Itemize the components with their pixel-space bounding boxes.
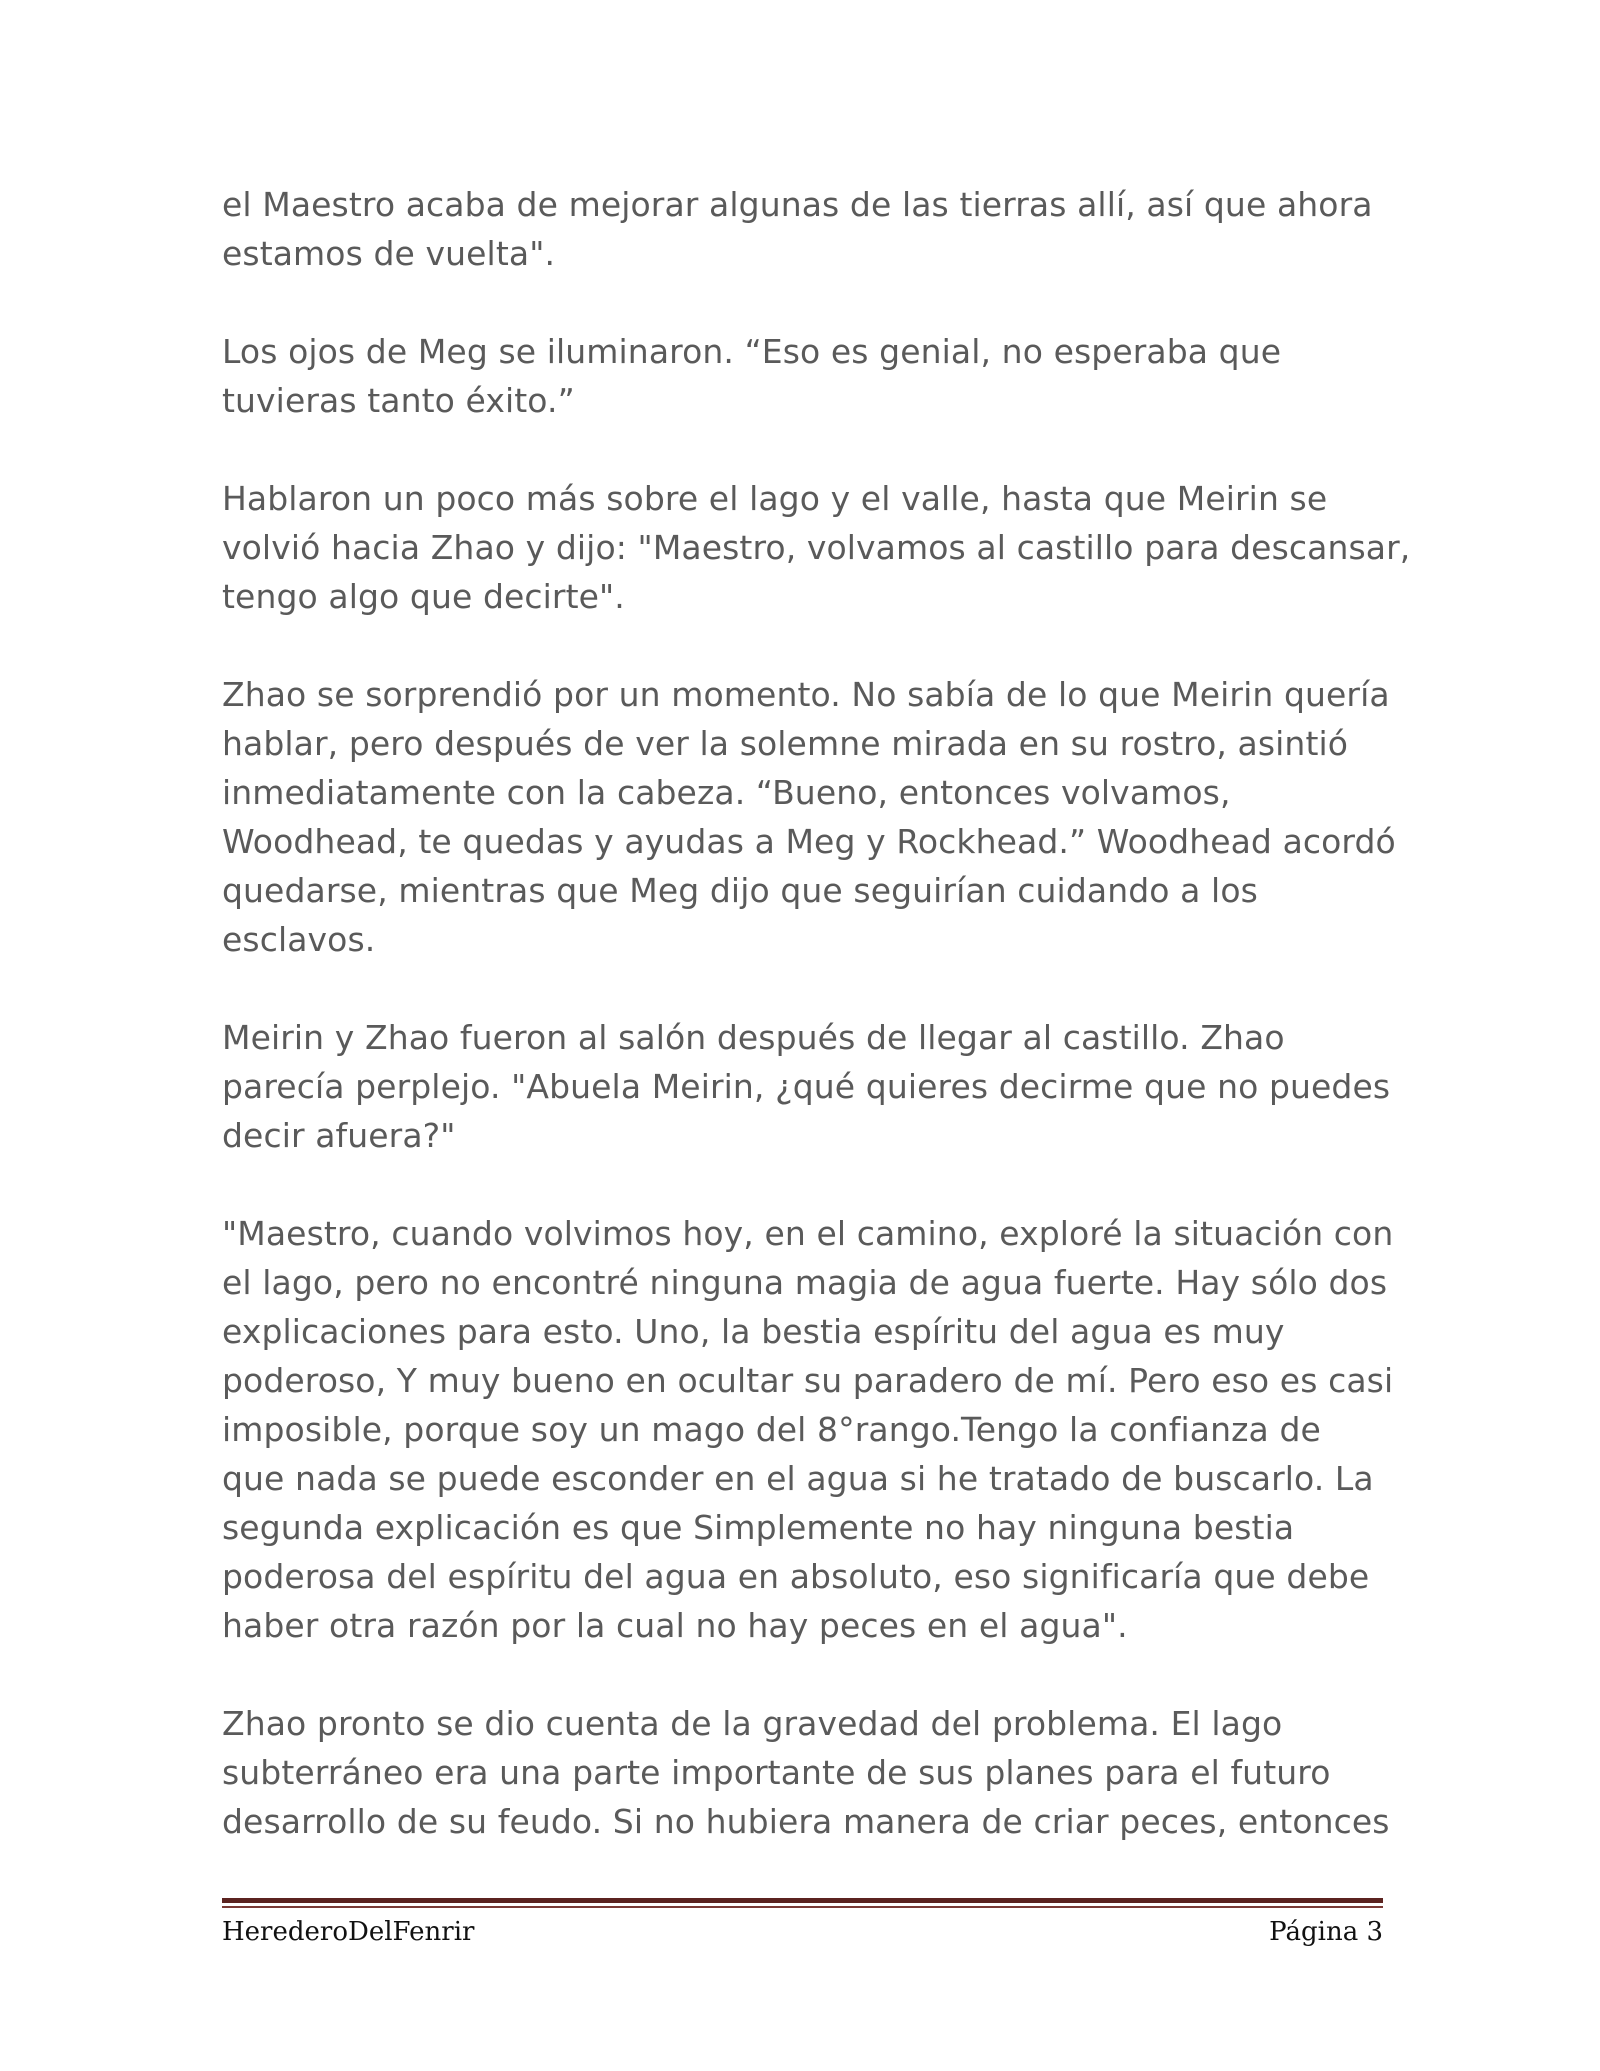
text-line: parecía perplejo. "Abuela Meirin, ¿qué quieres decirme que no puedes [222, 1067, 1391, 1106]
text-line: estamos de vuelta". [222, 234, 556, 273]
text-line: el Maestro acaba de mejorar algunas de las tierras allí, así que ahora [222, 185, 1373, 224]
text-line: imposible, porque soy un mago del 8°rango.Tengo la confianza de [222, 1410, 1321, 1449]
text-line: que nada se puede esconder en el agua si he tratado de buscarlo. La [222, 1459, 1374, 1498]
footer-divider-thin [222, 1906, 1383, 1908]
body-text [222, 180, 1412, 1895]
footer-divider-thick [222, 1898, 1383, 1903]
text-line: subterráneo era una parte importante de sus planes para el futuro [222, 1753, 1331, 1792]
text-line: poderosa del espíritu del agua en absoluto, eso significaría que debe [222, 1557, 1370, 1596]
text-line: Zhao se sorprendió por un momento. No sabía de lo que Meirin quería [222, 675, 1390, 714]
text-line: segunda explicación es que Simplemente no hay ninguna bestia [222, 1508, 1295, 1547]
text-line: volvió hacia Zhao y dijo: "Maestro, volvamos al castillo para descansar, [222, 528, 1411, 567]
paragraph [222, 327, 1412, 425]
paragraph [222, 180, 1412, 278]
text-line: esclavos. [222, 920, 376, 959]
text-line: tengo algo que decirte". [222, 577, 625, 616]
paragraph [222, 1013, 1412, 1160]
text-line: inmediatamente con la cabeza. “Bueno, entonces volvamos, [222, 773, 1231, 812]
text-line: decir afuera?" [222, 1116, 456, 1155]
text-line: Zhao pronto se dio cuenta de la gravedad del problema. El lago [222, 1704, 1283, 1743]
text-line: hablar, pero después de ver la solemne mirada en su rostro, asintió [222, 724, 1349, 763]
paragraph [222, 670, 1412, 964]
text-line: "Maestro, cuando volvimos hoy, en el camino, exploré la situación con [222, 1214, 1394, 1253]
text-line: poderoso, Y muy bueno en ocultar su paradero de mí. Pero eso es casi [222, 1361, 1394, 1400]
text-line: Meirin y Zhao fueron al salón después de llegar al castillo. Zhao [222, 1018, 1285, 1057]
footer-page-number: Página 3 [1269, 1917, 1383, 1947]
text-line: quedarse, mientras que Meg dijo que seguirían cuidando a los [222, 871, 1258, 910]
text-line: el lago, pero no encontré ninguna magia de agua fuerte. Hay sólo dos [222, 1263, 1388, 1302]
paragraph [222, 1699, 1412, 1846]
footer-author: HerederoDelFenrir [222, 1917, 475, 1947]
text-line: explicaciones para esto. Uno, la bestia espíritu del agua es muy [222, 1312, 1285, 1351]
text-line: desarrollo de su feudo. Si no hubiera manera de criar peces, entonces [222, 1802, 1390, 1841]
text-line: haber otra razón por la cual no hay peces en el agua". [222, 1606, 1128, 1645]
text-line: Los ojos de Meg se iluminaron. “Eso es genial, no esperaba que [222, 332, 1282, 371]
paragraph [222, 474, 1412, 621]
text-line: Hablaron un poco más sobre el lago y el valle, hasta que Meirin se [222, 479, 1328, 518]
paragraph [222, 1209, 1412, 1650]
text-line: tuvieras tanto éxito.” [222, 381, 575, 420]
text-line: Woodhead, te quedas y ayudas a Meg y Rockhead.” Woodhead acordó [222, 822, 1396, 861]
